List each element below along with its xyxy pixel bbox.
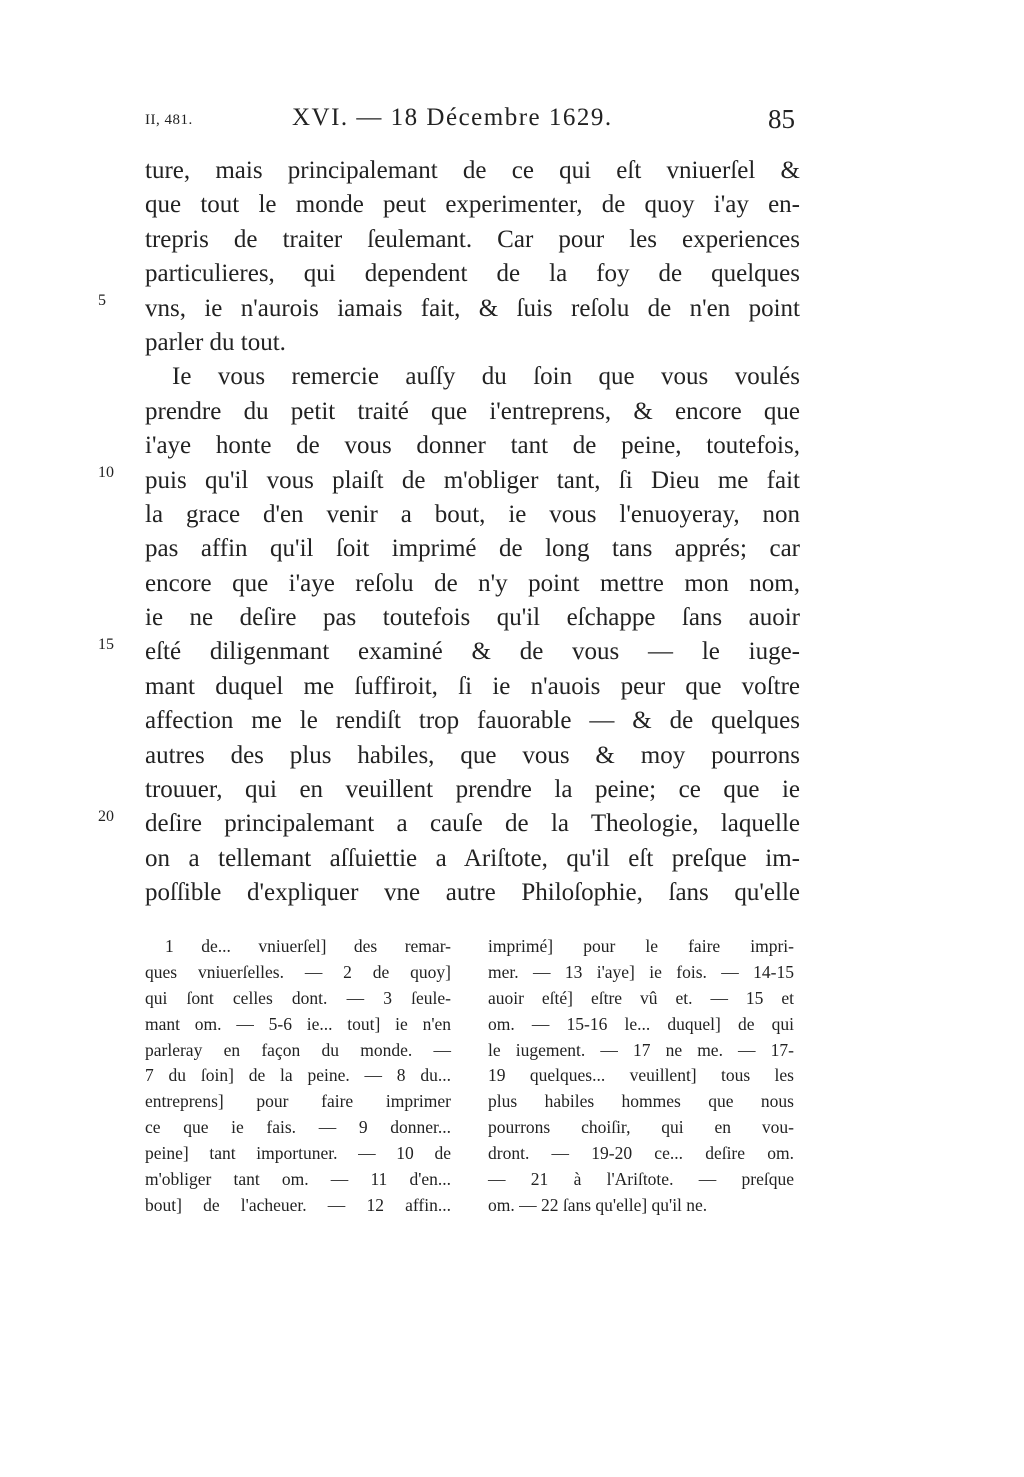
text-line: ture, mais principalemant de ce qui eſt vniuerſel & <box>145 157 800 184</box>
text-line: Ie vous remercie auſſy du ſoin que vous voulés <box>172 363 800 391</box>
running-head-title: XVI. — 18 Décembre 1629. <box>292 104 613 131</box>
footnote-line: dront. — 19-20 ce... deſire om. <box>488 1143 794 1164</box>
footnote-line: om. — 15-16 le... duquel] de qui <box>488 1013 794 1034</box>
text-line: eſté diligenmant examiné & de vous — le iuge- <box>145 638 800 666</box>
text-line: puis qu'il vous plaiſt de m'obliger tant, ſi Dieu me fait <box>145 466 800 494</box>
running-head-reference: II, 481. <box>145 112 193 128</box>
footnote-line: parleray en façon du monde. — <box>145 1039 451 1060</box>
footnote-line: mer. — 13 i'aye] ie fois. — 14-15 <box>488 961 794 982</box>
footnote-line: qui ſont celles dont. — 3 ſeule- <box>145 987 451 1008</box>
text-line: particulieres, qui dependent de la foy de quelques <box>145 260 800 288</box>
text-line: ie ne deſire pas toutefois qu'il eſchappe ſans auoir <box>145 604 800 632</box>
footnote-line: ques vniuerſelles. — 2 de quoy] <box>145 961 451 982</box>
footnote-line: imprimé] pour le faire impri- <box>488 936 794 956</box>
footnote-line: entreprens] pour faire imprimer <box>145 1091 451 1112</box>
footnote-line: — 21 à l'Ariſtote. — preſque <box>488 1169 794 1190</box>
text-line: trepris de traiter ſeulemant. Car pour les experiences <box>145 225 800 253</box>
footnote-line: pourrons choiſir, qui en vou- <box>488 1117 794 1138</box>
footnote-line: auoir eſté] eſtre vû et. — 15 et <box>488 987 794 1008</box>
text-line: affection me le rendiſt trop fauorable — & de quelques <box>145 707 800 735</box>
footnote-line: m'obliger tant om. — 11 d'en... <box>145 1169 451 1190</box>
footnotes <box>145 934 810 1224</box>
line-number: 20 <box>98 807 114 825</box>
text-line: mant duquel me ſuffiroit, ſi ie n'auois peur que voſtre <box>145 672 800 700</box>
footnote-line: 1 de... vniuerſel] des remar- <box>165 936 451 956</box>
line-number: 15 <box>98 635 114 653</box>
text-line: i'aye honte de vous donner tant de peine, toutefois, <box>145 432 800 460</box>
line-number: 5 <box>98 291 106 309</box>
footnote-line: le iugement. — 17 ne me. — 17- <box>488 1039 794 1060</box>
footnote-line: peine] tant importuner. — 10 de <box>145 1143 451 1164</box>
footnote-line: 7 du ſoin] de la peine. — 8 du... <box>145 1065 451 1086</box>
text-line: trouuer, qui en veuillent prendre la peine; ce que ie <box>145 776 800 804</box>
footnote-line: bout] de l'acheuer. — 12 affin... <box>145 1194 451 1215</box>
text-line: deſire principalemant a cauſe de la Theologie, laquelle <box>145 810 800 838</box>
text-line: poſſible d'expliquer vne autre Philoſophie, ſans qu'elle <box>145 879 800 907</box>
text-line: on a tellemant aſſuiettie a Ariſtote, qu'il eſt preſque im- <box>145 844 800 872</box>
footnotes-right-column <box>488 934 794 1219</box>
footnote-line: 19 quelques... veuillent] tous les <box>488 1065 794 1086</box>
text-line: que tout le monde peut experimenter, de quoy i'ay en- <box>145 191 800 219</box>
text-line: prendre du petit traité que i'entreprens, & encore que <box>145 397 800 425</box>
text-line: autres des plus habiles, que vous & moy pourrons <box>145 741 800 769</box>
text-line: pas affin qu'il ſoit imprimé de long tans apprés; car <box>145 535 800 563</box>
footnote-line: mant om. — 5-6 ie... tout] ie n'en <box>145 1013 451 1034</box>
line-number: 10 <box>98 463 114 481</box>
page-number: 85 <box>768 104 795 134</box>
footnote-line: om. — 22 ſans qu'elle] qu'il ne. <box>488 1194 708 1215</box>
footnote-line: plus habiles hommes que nous <box>488 1091 794 1112</box>
text-line: la grace d'en venir a bout, ie vous l'enuoyeray, non <box>145 500 800 528</box>
footnote-line: ce que ie fais. — 9 donner... <box>145 1117 451 1138</box>
main-text-block <box>145 154 800 911</box>
text-line: parler du tout. <box>145 328 286 356</box>
text-line: vns, ie n'aurois iamais fait, & ſuis reſolu de n'en point <box>145 294 800 322</box>
text-line: encore que i'aye reſolu de n'y point mettre mon nom, <box>145 569 800 597</box>
footnotes-left-column <box>145 934 451 1219</box>
